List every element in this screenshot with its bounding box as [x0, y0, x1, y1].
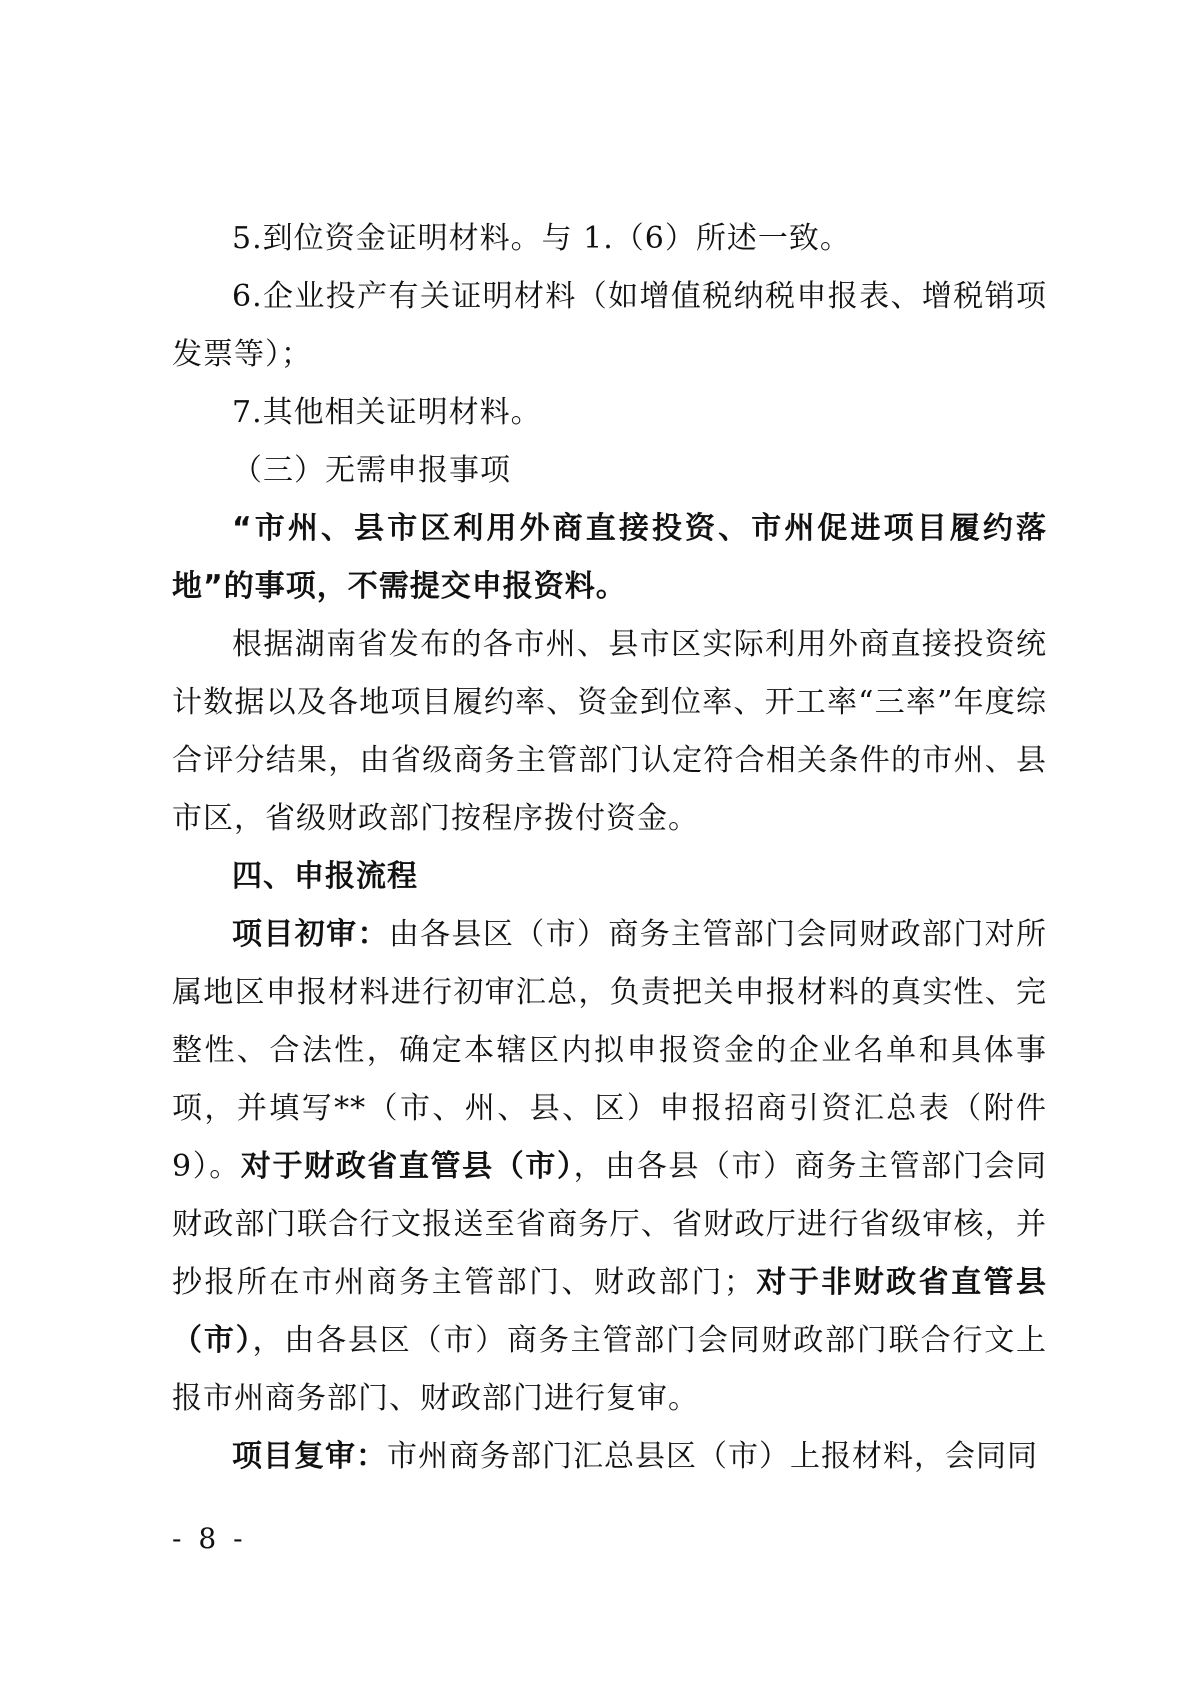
document-body	[172, 210, 1047, 1486]
second-review-label: 项目复审：	[232, 1439, 387, 1474]
initial-review-bold-1: 对于财政省直管县（市）	[240, 1149, 574, 1184]
paragraph-item-5: 5.到位资金证明材料。与 1.（6）所述一致。	[232, 221, 851, 256]
paragraph-item-7: 7.其他相关证明材料。	[232, 395, 542, 430]
page-number: - 8 -	[172, 1522, 247, 1555]
section-heading-process: 四、申报流程	[232, 859, 418, 894]
paragraph-fund-allocation: 根据湖南省发布的各市州、县市区实际利用外商直接投资统计数据以及各地项目履约率、资金到位率、开工率“三率”年度综合评分结果，由省级商务主管部门认定符合相关条件的市州、县市区，省级财政部门按程序拨付资金。	[172, 627, 1047, 836]
subheading-no-application: （三）无需申报事项	[232, 453, 511, 488]
initial-review-text-3: ，由各县区（市）商务主管部门会同财政部门联合行文上报市州商务部门、财政部门进行复审。	[172, 1323, 1048, 1416]
paragraph-second-review	[172, 1428, 1047, 1486]
initial-review-text-1: 由各县区（市）商务主管部门会同财政部门对所属地区申报材料进行初审汇总，负责把关申报材料的真实性、完整性、合法性，确定本辖区内拟申报资金的企业名单和具体事项，并填写**（市、州、县、区）申报招商引资汇总表（附件9）。	[172, 917, 1048, 1184]
bold-notice: “市州、县市区利用外商直接投资、市州促进项目履约落地”的事项，不需提交申报资料。	[172, 511, 1047, 604]
paragraph-initial-review	[172, 906, 1047, 1428]
second-review-text: 市州商务部门汇总县区（市）上报材料，会同同	[387, 1439, 1038, 1474]
initial-review-text-2: ，由各县（市）商务主管部门会同财政部门联合行文报送至省商务厅、省财政厅进行省级审核，并抄报所在市州商务主管部门、财政部门；	[172, 1149, 1048, 1300]
initial-review-label: 项目初审：	[232, 917, 389, 952]
initial-review-bold-2: 对于非财政省直管县（市）	[172, 1265, 1048, 1358]
paragraph-item-6: 6.企业投产有关证明材料（如增值税纳税申报表、增税销项发票等）；	[172, 279, 1047, 372]
